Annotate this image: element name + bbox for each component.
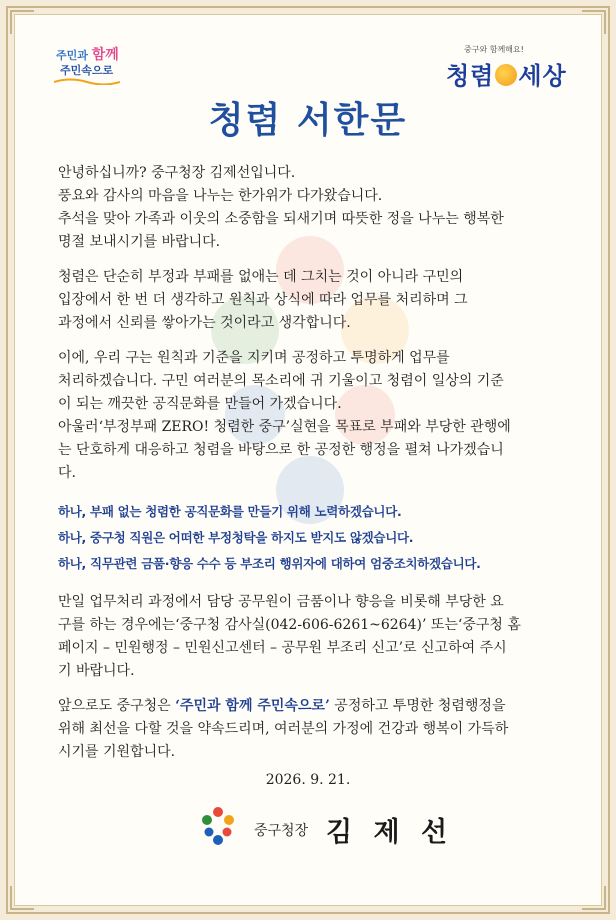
pledge-2: 하나, 중구청 직원은 어떠한 부정청탁을 하지도 받지도 않겠습니다. — [58, 530, 414, 545]
slogan-logo — [48, 40, 126, 86]
slogan-logo-highlight: 함께 — [91, 47, 119, 63]
signature-name: 김 제 선 — [326, 817, 454, 848]
letter-date: 2026. 9. 21. — [265, 772, 351, 788]
page-title: 청렴 서한문 — [208, 99, 408, 141]
district-logo-icon — [198, 806, 238, 846]
integrity-logo-text-b: 세상 — [518, 62, 567, 90]
integrity-logo — [442, 44, 572, 94]
signature-block — [198, 804, 454, 848]
integrity-logo-text-a: 청렴 — [446, 62, 495, 90]
integrity-logo-tagline: 중구와 함께해요! — [464, 45, 524, 54]
pledge-3: 하나, 직무관련 금품·향응 수수 등 부조리 행위자에 대하여 엄중조치하겠습니다. — [58, 556, 481, 571]
paragraph-report: 만일 업무처리 과정에서 담당 공무원이 금품이나 향응을 비롯해 부당한 요 구를 하는 경우에는‘중구청 감사실(042-606-6261~6264)’ 또는‘중구청 홈 페이지 – 민원행정 – 민원신고센터 – 공무원 부조리 신고’로 신고하여 주시 기 바랍니다. — [58, 594, 521, 679]
pledge-1: 하나, 부패 없는 청렴한 공직문화를 만들기 위해 노력하겠습니다. — [58, 504, 402, 519]
slogan-logo-text-2: 주민속으로 — [60, 64, 114, 77]
sun-icon — [495, 64, 517, 86]
slogan-logo-text: 주민과 — [56, 49, 92, 62]
paragraph-commitment: 이에, 우리 구는 원칙과 기준을 지키며 공정하고 투명하게 업무를 처리하겠습니다. 구민 여러분의 목소리에 귀 기울이고 청렴이 일상의 기준 이 되는 깨끗한 공직문화를 만들어 가겠습니다. 아울러‘부정부패 ZERO! 청렴한 중구’실현을 목표로 부패와 부당한 관행에 는 단호하게 대응하고 청렴을 바탕으로 한 공정한 행정을 펼쳐 나가겠습니 다. — [58, 350, 511, 481]
closing-text: 앞으로도 중구청은 — [58, 698, 176, 714]
paragraph-closing — [58, 695, 570, 764]
closing-text-2: 공정하고 투명한 청렴행정을 위해 최선을 다할 것을 약속드리며, 여러분의 가정에 건강과 행복이 가득하 시기를 기원합니다. — [58, 698, 509, 760]
letter-body — [58, 162, 570, 764]
paragraph-integrity: 청렴은 단순히 부정과 부패를 없애는 데 그치는 것이 아니라 구민의 입장에서 한 번 더 생각하고 원칙과 상식에 따라 업무를 처리하며 그 과정에서 신뢰를 쌓아가는 것이라고 생각합니다. — [58, 269, 468, 331]
closing-slogan: ‘주민과 함께 주민속으로’ — [175, 698, 330, 714]
wave-icon — [54, 77, 120, 85]
paragraph-greeting: 안녕하십니까? 중구청장 김제선입니다. 풍요와 감사의 마음을 나누는 한가위가 다가왔습니다. 추석을 맞아 가족과 이웃의 소중함을 되새기며 따뜻한 정을 나누는 행복한 명절 보내시기를 바랍니다. — [58, 165, 504, 250]
signature-title: 중구청장 — [254, 823, 309, 839]
